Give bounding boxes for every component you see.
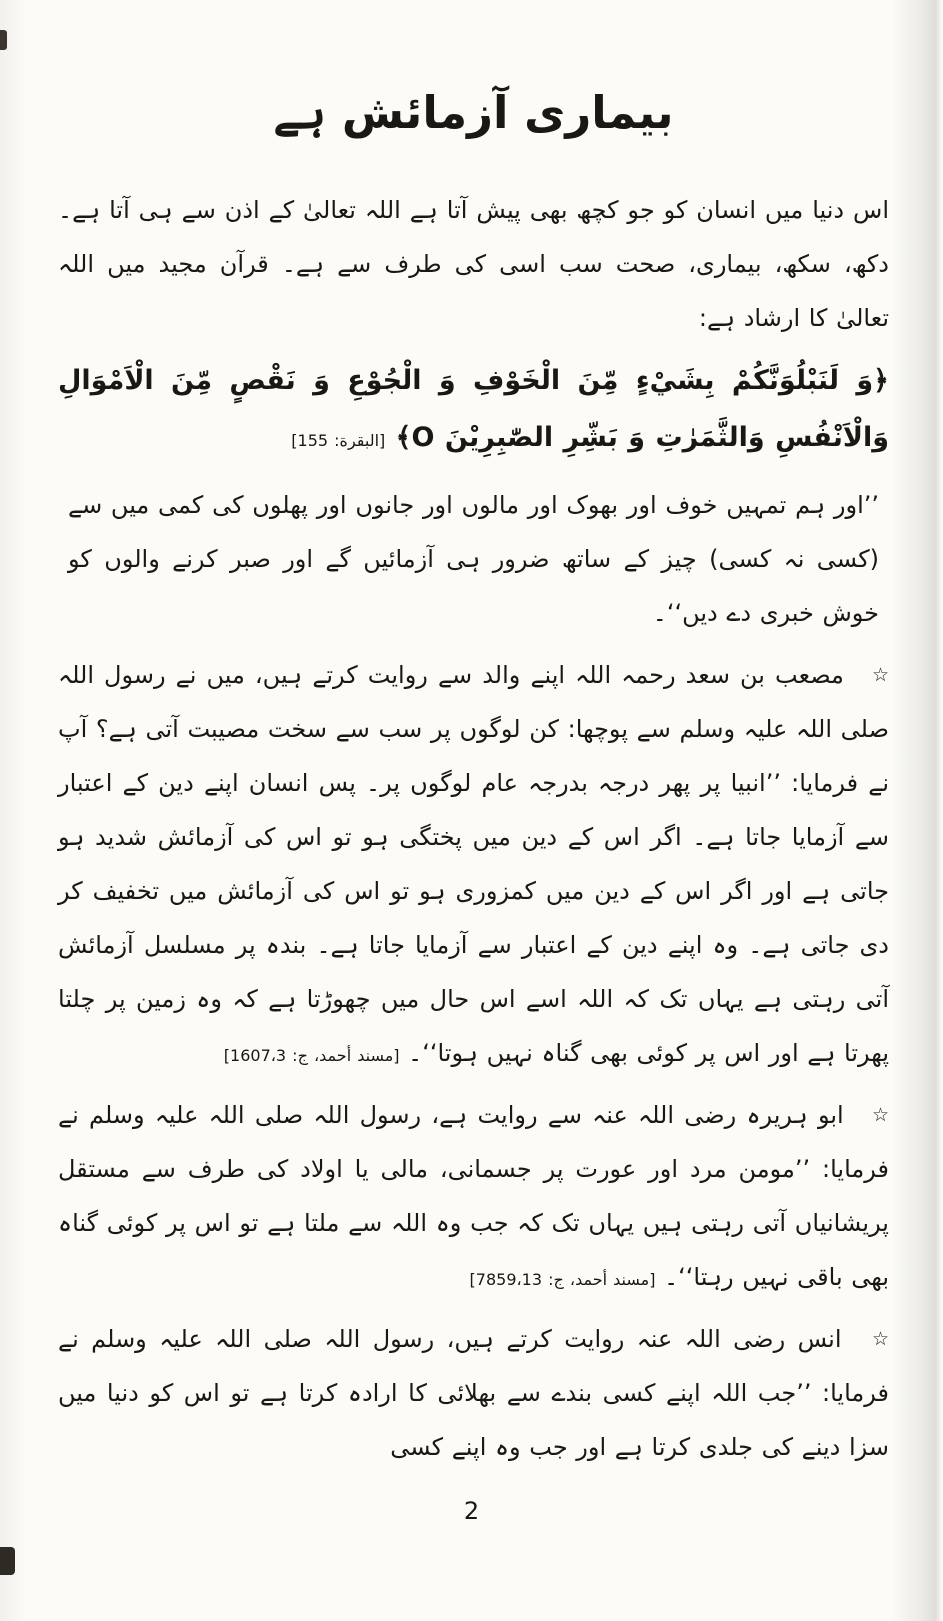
hadith-paragraph xyxy=(58,1088,889,1304)
scan-artifact-top-left xyxy=(0,30,7,50)
hadith-paragraph xyxy=(58,1312,889,1474)
hadith-reference: [مسند أحمد، ج: 1607،3] xyxy=(223,1046,400,1066)
verse-reference: [البقرة: 155] xyxy=(291,430,386,450)
hadith-text: مصعب بن سعد رحمہ اللہ اپنے والد سے روایت کرتے ہیں، میں نے رسول اللہ صلی اللہ علیہ وسلم سے پوچھا: کن لوگوں پر سب سے سخت مصیبت آتی ہے؟ آپ نے فرمایا: ’’انبیا پر پھر درجہ بدرجہ عام لوگوں پر۔ پس انسان اپنے دین کے اعتبار سے آزمایا جاتا ہے۔ اگر اس کے دین میں پختگی ہو تو اس کی آزمائش شدید ہو جاتی ہے اور اگر اس کے دین میں کمزوری ہو تو اس کی آزمائش میں تخفیف کر دی جاتی ہے۔ وہ اپنے دین کے اعتبار سے آزمایا جاتا ہے۔ بندہ پر مسلسل آزمائش آتی رہتی ہے یہاں تک کہ اللہ اسے اس حال میں چھوڑتا ہے کہ وہ زمین پر چلتا پھرتا ہے اور اس پر کوئی بھی گناہ نہیں ہوتا‘‘۔ xyxy=(58,661,889,1068)
hadith-text: انس رضی اللہ عنہ روایت کرتے ہیں، رسول اللہ صلی اللہ علیہ وسلم نے فرمایا: ’’جب اللہ اپنے کسی بندے سے بھلائی کا ارادہ کرتا ہے تو اس کو دنیا میں سزا دینے کی جلدی کرتا ہے اور جب وہ اپنے کسی xyxy=(58,1325,889,1462)
intro-paragraph: اس دنیا میں انسان کو جو کچھ بھی پیش آتا ہے اللہ تعالیٰ کے اذن سے ہی آتا ہے۔ دکھ، سکھ، بیماری، صحت سب اسی کی طرف سے ہے۔ قرآن مجید میں اللہ تعالیٰ کا ارشاد ہے: xyxy=(58,196,889,332)
hadith-text: ابو ہریرہ رضی اللہ عنہ سے روایت ہے، رسول اللہ صلی اللہ علیہ وسلم نے فرمایا: ’’مومن مرد اور عورت پر جسمانی، مالی یا اولاد کی طرف سے مستقل پریشانیاں آتی رہتی ہیں یہاں تک کہ جب وہ اللہ سے ملتا ہے تو اس پر کوئی گناہ بھی باقی نہیں رہتا‘‘۔ xyxy=(58,1101,889,1292)
star-bullet-icon: ☆ xyxy=(871,1328,889,1351)
verse-arabic-text: ﴿وَ لَنَبْلُوَنَّكُمْ بِشَيْءٍ مِّنَ الْخَوْفِ وَ الْجُوْعِ وَ نَقْصٍ مِّنَ الْاَمْوَالِ وَالْاَنْفُسِ وَالثَّمَرٰتِ وَ بَشِّرِ الصّٰبِرِيْنَ O﴾ xyxy=(58,365,889,453)
quran-verse xyxy=(58,353,889,466)
star-bullet-icon: ☆ xyxy=(871,1104,889,1127)
page-content xyxy=(58,86,889,1482)
hadith-paragraph xyxy=(58,648,889,1080)
page-title: بیماری آزمائش ہے xyxy=(273,86,674,139)
hadith-reference: [مسند أحمد، ج: 7859،13] xyxy=(469,1270,656,1290)
star-bullet-icon: ☆ xyxy=(871,664,889,687)
page-number: 2 xyxy=(463,1497,480,1525)
scan-edge-shadow-left xyxy=(0,0,26,1621)
scan-artifact-bottom-left xyxy=(0,1547,15,1575)
verse-translation: ’’اور ہم تمہیں خوف اور بھوک اور مالوں اور جانوں اور پھلوں کی کمی میں سے (کسی نہ کسی) چیز کے ساتھ ضرور ہی آزمائیں گے اور صبر کرنے والوں کو خوش خبری دے دیں‘‘۔ xyxy=(68,491,879,628)
scan-edge-shadow-right xyxy=(891,0,943,1621)
